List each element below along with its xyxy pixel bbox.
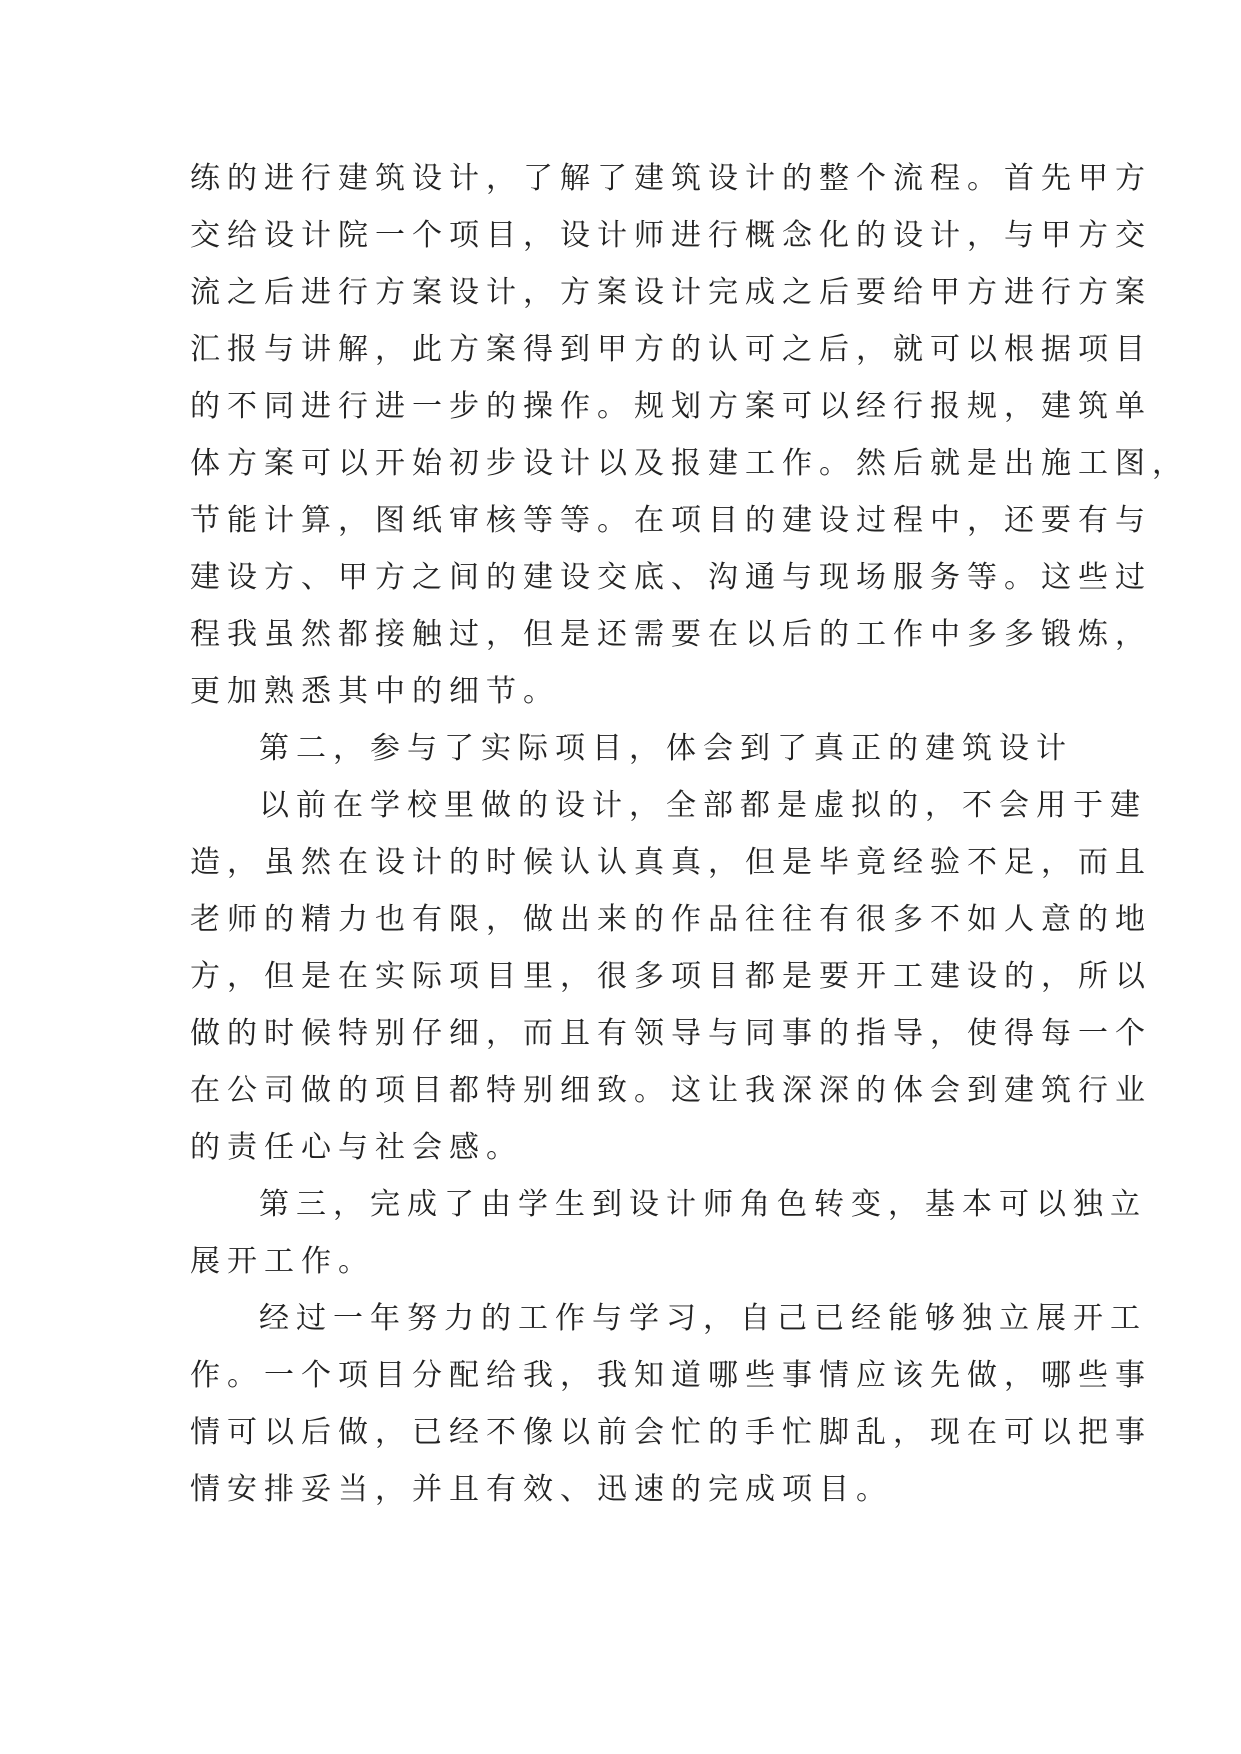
text-line: 以前在学校里做的设计，全部都是虚拟的，不会用于建 — [259, 788, 1147, 823]
text-line: 流之后进行方案设计，方案设计完成之后要给甲方进行方案 — [190, 275, 1152, 310]
section-heading: 第二，参与了实际项目，体会到了真正的建筑设计 — [259, 731, 1073, 766]
text-line: 方，但是在实际项目里，很多项目都是要开工建设的，所以 — [190, 959, 1152, 994]
text-line: 建设方、甲方之间的建设交底、沟通与现场服务等。这些过 — [190, 560, 1152, 595]
text-line: 情可以后做，已经不像以前会忙的手忙脚乱，现在可以把事 — [190, 1415, 1152, 1450]
text-line: 节能计算，图纸审核等等。在项目的建设过程中，还要有与 — [190, 503, 1152, 538]
text-line: 老师的精力也有限，做出来的作品往往有很多不如人意的地 — [190, 902, 1152, 937]
text-line: 汇报与讲解，此方案得到甲方的认可之后，就可以根据项目 — [190, 332, 1152, 367]
text-line: 作。一个项目分配给我，我知道哪些事情应该先做，哪些事 — [190, 1358, 1152, 1393]
text-line: 情安排妥当，并且有效、迅速的完成项目。 — [190, 1472, 893, 1507]
text-line: 体方案可以开始初步设计以及报建工作。然后就是出施工图， — [190, 446, 1189, 481]
document-body — [190, 150, 1189, 1518]
text-line: 更加熟悉其中的细节。 — [190, 674, 560, 709]
text-line: 交给设计院一个项目，设计师进行概念化的设计，与甲方交 — [190, 218, 1152, 253]
section-heading: 第三，完成了由学生到设计师角色转变，基本可以独立 — [259, 1187, 1147, 1222]
text-line: 在公司做的项目都特别细致。这让我深深的体会到建筑行业 — [190, 1073, 1152, 1108]
text-line: 造，虽然在设计的时候认认真真，但是毕竟经验不足，而且 — [190, 845, 1152, 880]
text-line: 的不同进行进一步的操作。规划方案可以经行报规，建筑单 — [190, 389, 1152, 424]
text-line: 经过一年努力的工作与学习，自己已经能够独立展开工 — [259, 1301, 1147, 1336]
text-line: 展开工作。 — [190, 1244, 375, 1279]
text-line: 做的时候特别仔细，而且有领导与同事的指导，使得每一个 — [190, 1016, 1152, 1051]
text-line: 程我虽然都接触过，但是还需要在以后的工作中多多锻炼， — [190, 617, 1152, 652]
text-line: 的责任心与社会感。 — [190, 1130, 523, 1165]
text-line: 练的进行建筑设计，了解了建筑设计的整个流程。首先甲方 — [190, 161, 1152, 196]
